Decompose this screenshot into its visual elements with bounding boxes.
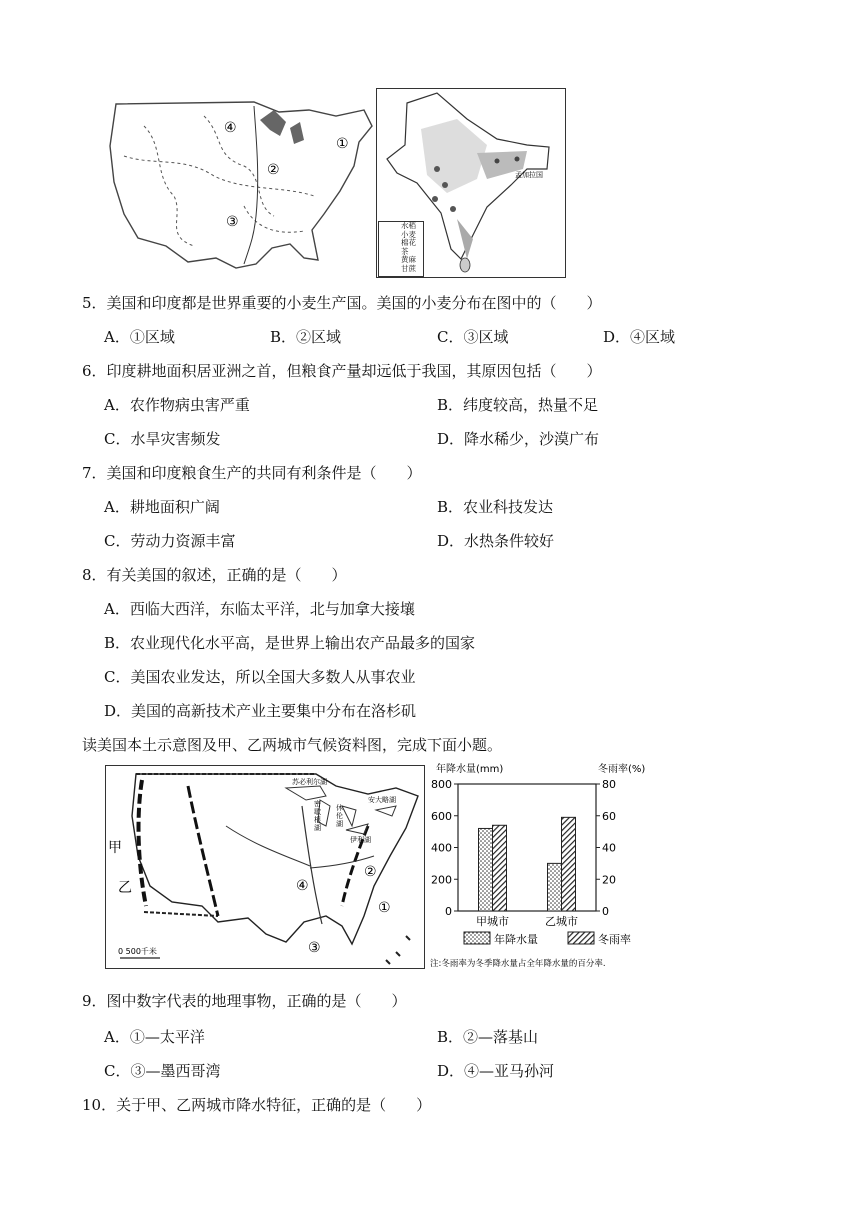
chart-note-text: 注:冬雨率为冬季降水量占全年降水量的百分率.	[430, 959, 606, 969]
question-8-stem: 8．有关美国的叙述，正确的是（ ）	[82, 566, 347, 584]
category-label: 乙城市	[545, 915, 578, 928]
lake-huron-char2: 伦	[336, 812, 343, 820]
legend-wheat: 小麦	[401, 229, 416, 239]
q7-option-b: B．农业科技发达	[437, 498, 554, 516]
map-label-1: ①	[336, 136, 349, 152]
q6-option-c: C．水旱灾害频发	[104, 430, 221, 448]
q5-option-c: C．③区域	[437, 328, 509, 346]
right-tick-label: 0	[602, 905, 609, 918]
q8-option-a: A．西临大西洋，东临太平洋，北与加拿大接壤	[104, 600, 415, 618]
left-tick-label: 400	[431, 841, 452, 855]
q5-option-a: A．①区域	[104, 328, 175, 346]
q9-option-d: D．④—亚马孙河	[437, 1062, 555, 1080]
map-label-2: ②	[364, 864, 377, 880]
city-yi-label: 乙	[118, 880, 132, 896]
usa-agriculture-map	[104, 96, 374, 276]
right-axis-title: 冬雨率(%)	[598, 764, 646, 775]
bar-annual-precipitation	[479, 828, 493, 911]
india-map-legend	[378, 221, 424, 277]
q5-option-b: B．②区域	[270, 328, 342, 346]
map-label-1: ①	[378, 900, 391, 916]
reading-intro: 读美国本土示意图及甲、乙两城市气候资料图，完成下面小题。	[82, 736, 503, 754]
q8-option-b: B．农业现代化水平高，是世界上输出农产品最多的国家	[104, 634, 476, 652]
q7-option-c: C．劳动力资源丰富	[104, 532, 236, 550]
question-7-stem: 7．美国和印度粮食生产的共同有利条件是（ ）	[82, 464, 422, 482]
q6-option-a: A．农作物病虫害严重	[104, 396, 250, 414]
left-tick-label: 200	[431, 873, 452, 887]
q8-option-d: D．美国的高新技术产业主要集中分布在洛杉矶	[104, 702, 417, 720]
usa-mainland-map	[105, 765, 425, 969]
left-tick-label: 600	[431, 809, 452, 823]
right-tick-label: 80	[602, 778, 616, 791]
lake-ontario-label: 安大略湖	[368, 796, 396, 804]
question-5-stem: 5．美国和印度都是世界重要的小麦生产国。美国的小麦分布在图中的（ ）	[82, 294, 602, 312]
lake-michigan-char3: 根	[314, 816, 321, 824]
left-tick-label: 0	[445, 905, 452, 918]
legend-swatch-winter	[568, 932, 594, 944]
india-map-annotation: 孟加拉国	[515, 171, 543, 179]
lake-michigan-char2: 歇	[314, 808, 321, 816]
q5-option-d: D．④区域	[603, 328, 676, 346]
chart-note	[430, 958, 606, 969]
map-label-3: ③	[308, 940, 321, 956]
right-tick-label: 60	[602, 809, 616, 823]
legend-swatch-precip	[464, 932, 490, 944]
q9-option-c: C．③—墨西哥湾	[104, 1062, 221, 1080]
legend-sugarcane: 甘蔗	[401, 263, 416, 273]
q7-option-a: A．耕地面积广阔	[104, 498, 220, 516]
climate-chart-svg	[428, 760, 658, 986]
left-tick-label: 800	[431, 778, 452, 791]
map-label-4: ④	[296, 878, 309, 894]
left-axis-title: 年降水量(mm)	[436, 764, 504, 775]
lake-michigan-char1: 密	[314, 800, 321, 808]
right-tick-label: 20	[602, 873, 616, 887]
lake-erie-label: 伊利湖	[350, 836, 371, 844]
lake-michigan-char4: 湖	[314, 824, 321, 832]
category-label: 甲城市	[476, 915, 509, 928]
lake-huron-char1: 休	[336, 804, 343, 812]
india-agriculture-map	[376, 88, 566, 278]
climate-chart	[428, 760, 658, 986]
question-10-stem: 10．关于甲、乙两城市降水特征，正确的是（ ）	[82, 1096, 432, 1114]
question-6-stem: 6．印度耕地面积居亚洲之首，但粮食产量却远低于我国，其原因包括（ ）	[82, 362, 602, 380]
q9-option-a: A．①—太平洋	[104, 1028, 205, 1046]
legend-tea: 茶	[401, 246, 409, 256]
question-9-stem: 9．图中数字代表的地理事物，正确的是（ ）	[82, 992, 407, 1010]
bar-winter-rain-ratio	[562, 817, 576, 911]
legend-label-precip: 年降水量	[494, 933, 538, 946]
legend-label-winter: 冬雨率	[598, 933, 631, 946]
right-tick-label: 40	[602, 841, 616, 855]
q7-option-d: D．水热条件较好	[437, 532, 555, 550]
map-label-3: ③	[226, 214, 239, 230]
legend-rice: 水稻	[401, 221, 416, 230]
q8-option-c: C．美国农业发达，所以全国大多数人从事农业	[104, 668, 416, 686]
lake-huron-char3: 湖	[336, 820, 343, 828]
lake-superior-label: 苏必利尔湖	[292, 778, 327, 786]
bar-annual-precipitation	[548, 863, 562, 911]
scale-bar-label: 0 500千米	[118, 947, 157, 956]
map-label-4: ④	[224, 120, 237, 136]
bar-winter-rain-ratio	[493, 825, 507, 911]
q6-option-d: D．降水稀少，沙漠广布	[437, 430, 600, 448]
legend-cotton: 棉花	[401, 238, 416, 248]
map-label-2: ②	[267, 162, 280, 178]
city-jia-label: 甲	[108, 840, 122, 856]
legend-jute: 黄麻	[401, 255, 416, 265]
q9-option-b: B．②—落基山	[437, 1028, 539, 1046]
q6-option-b: B．纬度较高，热量不足	[437, 396, 599, 414]
